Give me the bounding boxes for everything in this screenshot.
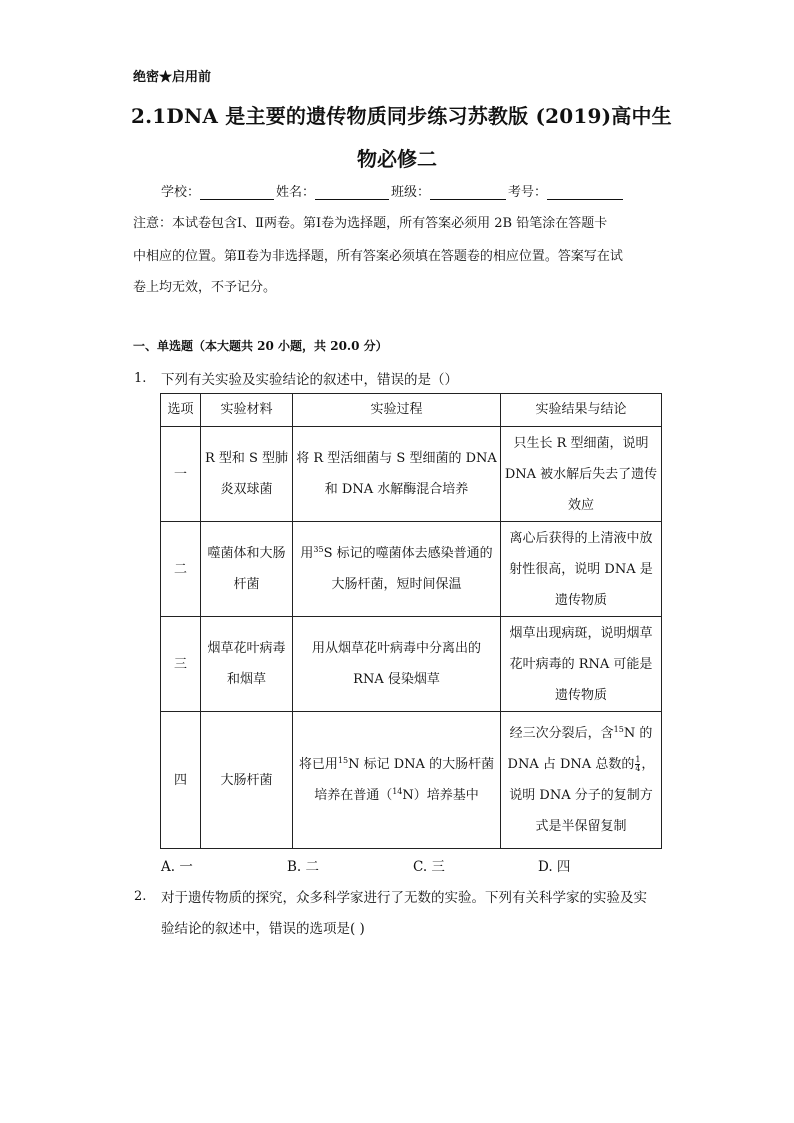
- option-b[interactable]: B. 二: [287, 859, 320, 875]
- row-process: 将已用$^{15}$N 标记 DNA 的大肠杆菌培养在普通（$^{14}$N）培养基中: [293, 712, 501, 849]
- row-result: 只生长 R 型细菌，说明 DNA 被水解后失去了遗传效应: [501, 427, 662, 522]
- row-material: 噬菌体和大肠杆菌: [201, 522, 293, 617]
- class-label: 班级：: [391, 185, 431, 200]
- row-option: 三: [161, 617, 201, 712]
- notice-line-1: 注意：本试卷包含Ⅰ、Ⅱ两卷。第Ⅰ卷为选择题，所有答案必须用 2B 铅笔涂在答题卡: [133, 216, 608, 231]
- row-result: 离心后获得的上清液中放射性很高，说明 DNA 是遗传物质: [501, 522, 662, 617]
- header-result: 实验结果与结论: [501, 394, 662, 427]
- header-material: 实验材料: [201, 394, 293, 427]
- exam-number-field[interactable]: [547, 185, 623, 200]
- school-field[interactable]: [200, 185, 274, 200]
- row-option: 一: [161, 427, 201, 522]
- name-label: 姓名：: [276, 185, 316, 200]
- table-header-row: [161, 394, 662, 427]
- question-2-number: 2.: [134, 889, 147, 904]
- row-option: 二: [161, 522, 201, 617]
- option-c[interactable]: C. 三: [413, 859, 445, 875]
- row-material: 大肠杆菌: [201, 712, 293, 849]
- name-field[interactable]: [315, 185, 389, 200]
- row-option: 四: [161, 712, 201, 849]
- notice-line-3: 卷上均无效，不予记分。: [133, 280, 277, 295]
- header-option: 选项: [161, 394, 201, 427]
- class-field[interactable]: [430, 185, 506, 200]
- table-row: [161, 427, 662, 522]
- row-process: 将 R 型活细菌与 S 型细菌的 DNA 和 DNA 水解酶混合培养: [293, 427, 501, 522]
- notice-line-2: 中相应的位置。第Ⅱ卷为非选择题，所有答案必须填在答题卷的相应位置。答案写在试: [133, 249, 623, 264]
- school-label: 学校：: [161, 185, 201, 200]
- question-1-number: 1.: [134, 371, 147, 386]
- table-row: [161, 522, 662, 617]
- row-material: 烟草花叶病毒和烟草: [201, 617, 293, 712]
- student-info-row: [161, 181, 625, 200]
- page-title-line-1: 2.1DNA 是主要的遗传物质同步练习苏教版 (2019)高中生: [131, 104, 672, 128]
- table-row: [161, 712, 662, 849]
- section-title: 一、单选题（本大题共 20 小题，共 20.0 分）: [133, 339, 388, 353]
- question-2-text-line-2: 验结论的叙述中，错误的选项是( ): [161, 921, 365, 937]
- question-1-text: 下列有关实验及实验结论的叙述中，错误的是（）: [161, 372, 458, 388]
- question-2-text-line-1: 对于遗传物质的探究，众多科学家进行了无数的实验。下列有关科学家的实验及实: [161, 890, 647, 906]
- row-process: 用从烟草花叶病毒中分离出的 RNA 侵染烟草: [293, 617, 501, 712]
- row-material: R 型和 S 型肺炎双球菌: [201, 427, 293, 522]
- row-process: 用$^{35}$S 标记的噬菌体去感染普通的大肠杆菌，短时间保温: [293, 522, 501, 617]
- row-result: 烟草出现病斑，说明烟草花叶病毒的 RNA 可能是遗传物质: [501, 617, 662, 712]
- confidential-label: 绝密★启用前: [133, 70, 212, 85]
- table-row: [161, 617, 662, 712]
- fraction-one-quarter: $\frac{1}{4}$: [635, 755, 641, 773]
- option-d[interactable]: D. 四: [538, 859, 571, 875]
- page-title-line-2: 物必修二: [357, 147, 437, 171]
- exam-number-label: 考号：: [508, 185, 548, 200]
- row-result: 经三次分裂后，含$^{15}$N 的 DNA 占 DNA 总数的 $\frac{1}{4}$ ，说明 DNA 分子的复制方式是半保留复制: [501, 712, 662, 849]
- header-process: 实验过程: [293, 394, 501, 427]
- option-a[interactable]: A. 一: [161, 859, 193, 875]
- experiment-table: [160, 393, 662, 849]
